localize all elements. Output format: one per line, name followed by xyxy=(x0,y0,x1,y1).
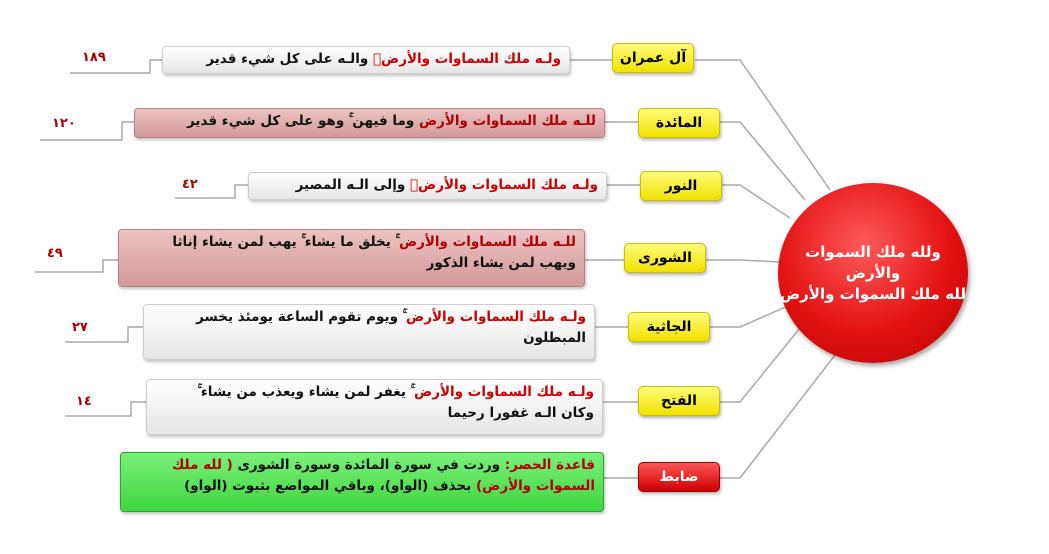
verse-text: ۚ يخلق ما يشاء ۚ يهب لمن يشاء إناثا xyxy=(172,234,399,250)
verse-text: وما فيهن ۚ وهو على كل شيء قدير xyxy=(186,113,419,129)
verse-number: ١٤ xyxy=(76,394,92,409)
verse-text-line2: ويهب لمن يشاء الذكور xyxy=(426,255,576,271)
rule-text-2: بحذف (الواو)، وباقي المواضع بثبوت (الواو) xyxy=(184,478,476,494)
verse-text: ۗ والـه على كل شيء قدير xyxy=(206,51,373,67)
verse-text: ۚ ويوم تقوم الساعة يومئذ يخسر xyxy=(196,309,407,325)
surah-label: الفتح xyxy=(638,386,720,416)
verse-highlight: ولـه ملك السماوات والأرض xyxy=(409,177,598,193)
verse-number: ٢٧ xyxy=(72,320,88,335)
rule-quote: ( لله ملك السموات والأرض) xyxy=(171,457,595,494)
verse-highlight: ولـه ملك السماوات والأرض xyxy=(372,51,561,67)
surah-label: آل عمران xyxy=(612,43,694,73)
verse-highlight: للـه ملك السماوات والأرض xyxy=(418,113,596,129)
verse-box xyxy=(248,172,607,200)
surah-label: النور xyxy=(640,171,722,201)
verse-box xyxy=(143,304,595,360)
center-node xyxy=(778,183,968,363)
verse-box xyxy=(146,379,603,435)
verse-text: ۚ يغفر لمن يشاء ويعذب من يشاء ۚ xyxy=(197,384,415,400)
verse-highlight: للـه ملك السماوات والأرض xyxy=(398,234,576,250)
center-line-1: ولله ملك السموات والأرض xyxy=(805,242,941,282)
verse-text-line2: المبطلون xyxy=(523,330,586,346)
rule-prefix: قاعدة الحصر: xyxy=(504,457,595,473)
center-line-2: لله ملك السموات والأرض xyxy=(779,284,967,303)
verse-number: ٤٢ xyxy=(182,177,198,192)
rule-box xyxy=(120,452,604,512)
surah-label: الجاثية xyxy=(628,312,710,342)
rule-text-1: وردت في سورة المائدة وسورة الشورى xyxy=(232,457,505,473)
verse-box xyxy=(134,108,605,138)
verse-number: ١٨٩ xyxy=(82,50,106,65)
verse-highlight: ولـه ملك السماوات والأرض xyxy=(406,309,586,325)
surah-label: الشورى xyxy=(624,243,706,273)
rule-label: ضابط xyxy=(638,462,720,492)
verse-number: ٤٩ xyxy=(47,246,63,261)
verse-number: ١٢٠ xyxy=(52,116,76,131)
verse-highlight: ولـه ملك السماوات والأرض xyxy=(414,384,594,400)
verse-box xyxy=(118,229,585,287)
verse-text-line2: وكان الـه غفورا رحيما xyxy=(447,405,594,421)
verse-box xyxy=(162,46,570,74)
surah-label: المائدة xyxy=(638,108,720,138)
verse-text: ۖ وإلى الـه المصير xyxy=(295,177,410,193)
